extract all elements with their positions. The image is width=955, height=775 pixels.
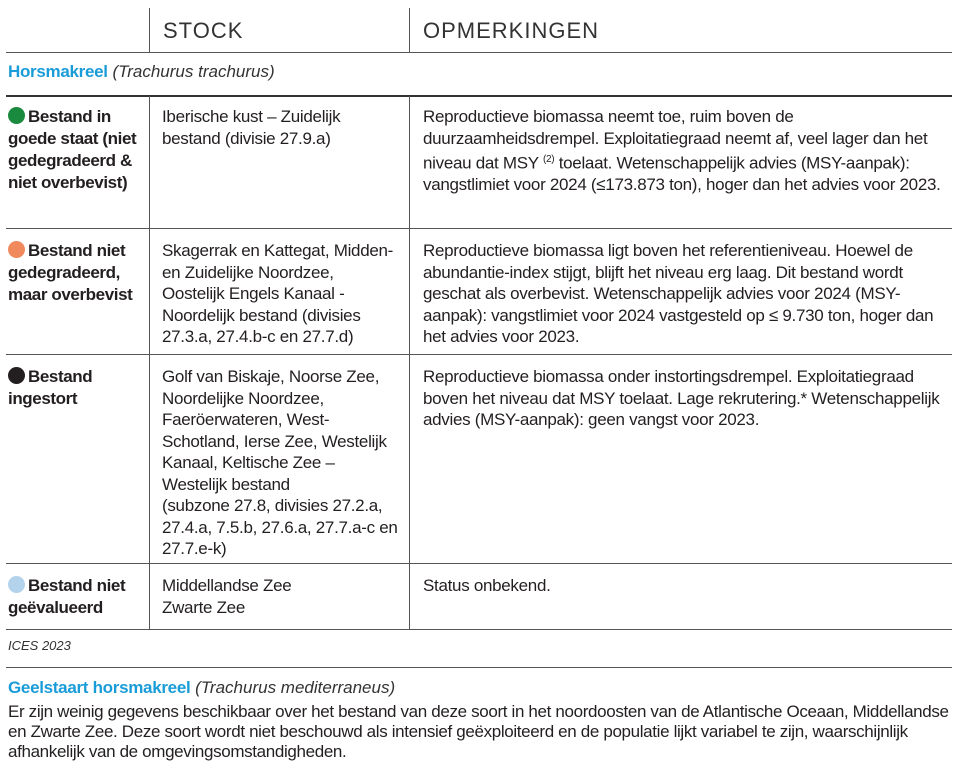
remark-text-cont: toelaat. Wetenschappelijk advies (MSY-aanpak): vangstlimiet voor 2024 (≤173.873 ton), hoger dan het advies voor 2023. xyxy=(423,153,941,195)
species-name: Geelstaart horsmakreel xyxy=(8,678,191,697)
species-latin-name: (Trachurus trachurus) xyxy=(112,62,275,81)
species-name: Horsmakreel xyxy=(8,62,108,81)
stock-cell: Iberische kust – Zuidelijk bestand (divisie 27.9.a) xyxy=(162,107,341,148)
column-header-stock: STOCK xyxy=(163,18,244,43)
section-divider xyxy=(6,667,952,668)
status-dot-orange-icon xyxy=(8,241,25,258)
status-cell xyxy=(8,106,144,194)
status-cell xyxy=(8,575,144,619)
body-divider-2 xyxy=(409,96,410,629)
status-label: Bestand in goede staat (niet gedegradeerd & niet overbevist) xyxy=(8,107,137,192)
stock-line: Zwarte Zee xyxy=(162,597,245,617)
table-top-rule xyxy=(6,95,952,97)
remark-cell: Status onbekend. xyxy=(423,576,551,595)
row-divider xyxy=(6,354,952,355)
remark-cell: Reproductieve biomassa ligt boven het referentieniveau. Hoewel de abundantie-index stijgt, blijft het niveau erg laag. Dit bestand wordt geschat als overbevist. Wetenschappelijk advies voor 2024 (MSY-aanpak): vangstlimiet voor 2024 vastgesteld op ≤ 9.730 ton, hoger dan het advies voor 2023. xyxy=(423,241,934,346)
stock-cell xyxy=(162,575,398,618)
footnote-marker: (2) xyxy=(542,154,555,165)
species-title-horsmakreel xyxy=(8,62,275,82)
header-divider-2 xyxy=(409,8,410,52)
header-bottom-rule xyxy=(6,52,952,53)
stock-cell: Skagerrak en Kattegat, Midden- en Zuidelijke Noordzee, Oostelijk Engels Kanaal - Noordelijk bestand (divisies 27.3.a, 27.4.b-c en 27.7.d) xyxy=(162,241,394,346)
body-divider-1 xyxy=(149,96,150,629)
table-bottom-rule xyxy=(6,629,952,630)
source-note: ICES 2023 xyxy=(8,638,71,653)
species-description: Er zijn weinig gegevens beschikbaar over het bestand van deze soort in het noordoosten van de Atlantische Oceaan, Middellandse en Zwarte Zee. Deze soort wordt niet beschouwd als intensief geëxploiteerd en de populatie lijkt variabel te zijn, waarschijnlijk afhankelijk van de omgevingsomstandigheden. xyxy=(8,702,949,761)
header-divider-1 xyxy=(149,8,150,52)
status-dot-black-icon xyxy=(8,367,25,384)
row-divider xyxy=(6,228,952,229)
species-latin-name: (Trachurus mediterraneus) xyxy=(195,678,396,697)
stock-line: Middellandse Zee xyxy=(162,576,292,595)
status-dot-lightblue-icon xyxy=(8,576,25,593)
row-divider xyxy=(6,563,952,564)
column-header-remarks: OPMERKINGEN xyxy=(423,18,600,43)
stock-line: Golf van Biskaje, Noorse Zee, Noordelijke Noordzee, Faeröerwateren, West-Schotland, Ierse Zee, Westelijk Kanaal, Keltische Zee – Westelijk bestand xyxy=(162,367,387,494)
status-label: Bestand niet gedegradeerd, maar overbevist xyxy=(8,241,133,304)
species-title-geelstaart xyxy=(8,678,395,698)
status-label: Bestand ingestort xyxy=(8,367,93,408)
remark-cell: Reproductieve biomassa onder instortingsdrempel. Exploitatiegraad boven het niveau dat MSY toelaat. Lage rekrutering.* Wetenschappelijk advies (MSY-aanpak): geen vangst voor 2023. xyxy=(423,367,940,429)
stock-cell xyxy=(162,366,398,560)
status-cell xyxy=(8,240,144,306)
status-cell xyxy=(8,366,144,410)
table-header xyxy=(0,0,955,52)
status-dot-green-icon xyxy=(8,107,25,124)
status-label: Bestand niet geëvalueerd xyxy=(8,576,126,617)
stock-line: (subzone 27.8, divisies 27.2.a, 27.4.a, 7.5.b, 27.6.a, 27.7.a-c en 27.7.e-k) xyxy=(162,496,398,558)
remark-text: Reproductieve biomassa neemt toe, ruim boven de duurzaamheidsdrempel. Exploitatiegraad neemt af, veel lager dan het niveau dat MSY xyxy=(423,107,928,173)
remark-cell xyxy=(423,106,949,196)
